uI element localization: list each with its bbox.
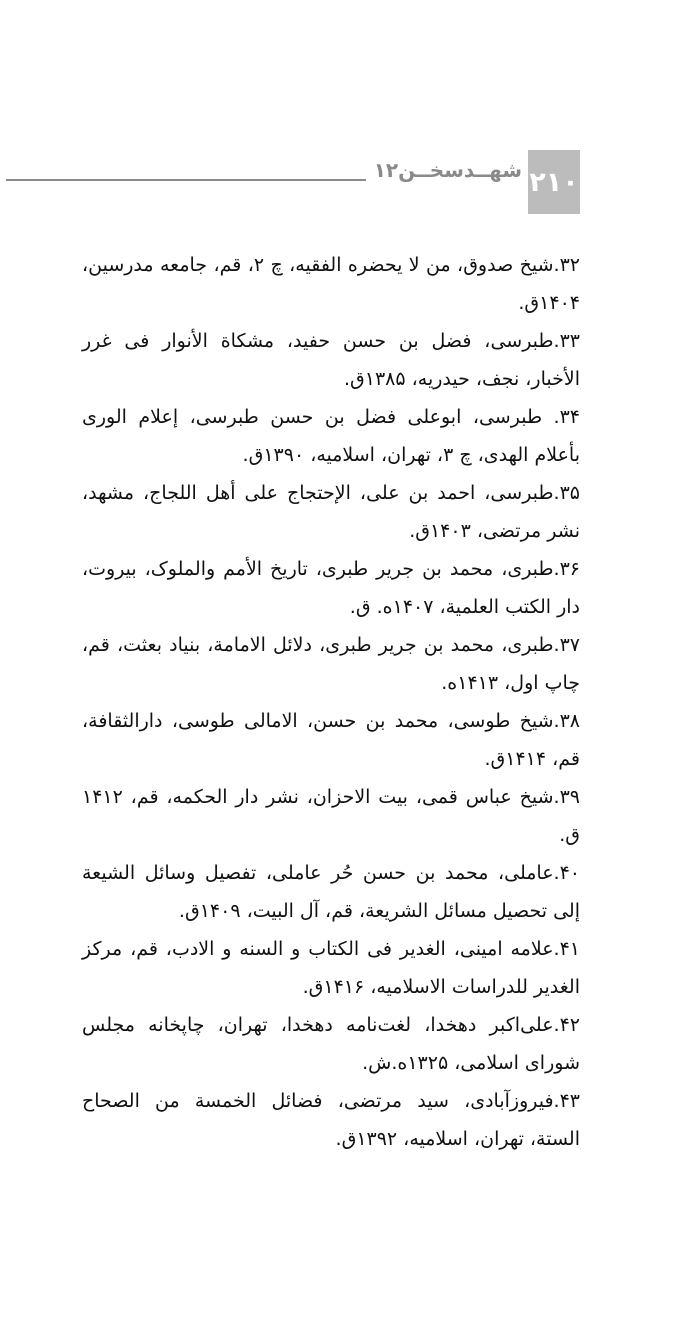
page-number-badge: ۲۱۰ — [528, 150, 580, 214]
reference-item: ۴۱.علامه امینی، الغدیر فی الکتاب و السنه و الادب، قم، مرکز الغدیر للدراسات الاسلامیه، ۱۴۱۶ق. — [82, 938, 580, 998]
reference-item: ۴۳.فیروزآبادی، سید مرتضی، فضائل الخمسة من الصحاح الستة، تهران، اسلامیه، ۱۳۹۲ق. — [82, 1090, 580, 1150]
reference-item: ۳۹.شیخ عباس قمی، بیت الاحزان، نشر دار الحکمه، قم، ۱۴۱۲ ق. — [82, 786, 580, 846]
reference-item: ۳۵.طبرسی، احمد بن علی، الإحتجاج علی أهل اللجاج، مشهد، نشر مرتضی، ۱۴۰۳ق. — [82, 482, 580, 542]
reference-item: ۳۲.شیخ صدوق، من لا یحضره الفقیه، چ ۲، قم، جامعه مدرسین، ۱۴۰۴ق. — [82, 254, 581, 314]
header-rule — [6, 179, 366, 181]
running-title: شهــدسخــن۱۲ — [373, 158, 522, 182]
page-header — [0, 150, 700, 214]
reference-item: ۴۲.علی‌اکبر دهخدا، لغت‌نامه دهخدا، تهران، چاپخانه مجلس شورای اسلامی، ۱۳۲۵ه.ش. — [82, 1014, 580, 1074]
reference-item: ۳۸.شیخ طوسی، محمد بن حسن، الامالی طوسی، دارالثقافة، قم، ۱۴۱۴ق. — [82, 710, 580, 770]
reference-item: ۴۰.عاملی، محمد بن حسن حُر عاملی، تفصیل وسائل الشیعة إلی تحصیل مسائل الشریعة، قم، آل البیت، ۱۴۰۹ق. — [82, 862, 580, 922]
reference-item: ۳۳.طبرسی، فضل بن حسن حفید، مشکاة الأنوار فی غرر الأخبار، نجف، حیدریه، ۱۳۸۵ق. — [82, 330, 580, 390]
reference-item: ۳۷.طبری، محمد بن جریر طبری، دلائل الامامة، بنیاد بعثت، قم، چاپ اول، ۱۴۱۳ه. — [82, 634, 580, 694]
reference-item: ۳۴. طبرسی، ابوعلی فضل بن حسن طبرسی، إعلام الوری بأعلام الهدی، چ ۳، تهران، اسلامیه، ۱۳۹۰ق. — [82, 406, 580, 466]
reference-item: ۳۶.طبری، محمد بن جریر طبری، تاریخ الأمم والملوک، بیروت، دار الکتب العلمیة، ۱۴۰۷ه. ق. — [82, 558, 580, 618]
reference-list — [82, 246, 580, 1158]
